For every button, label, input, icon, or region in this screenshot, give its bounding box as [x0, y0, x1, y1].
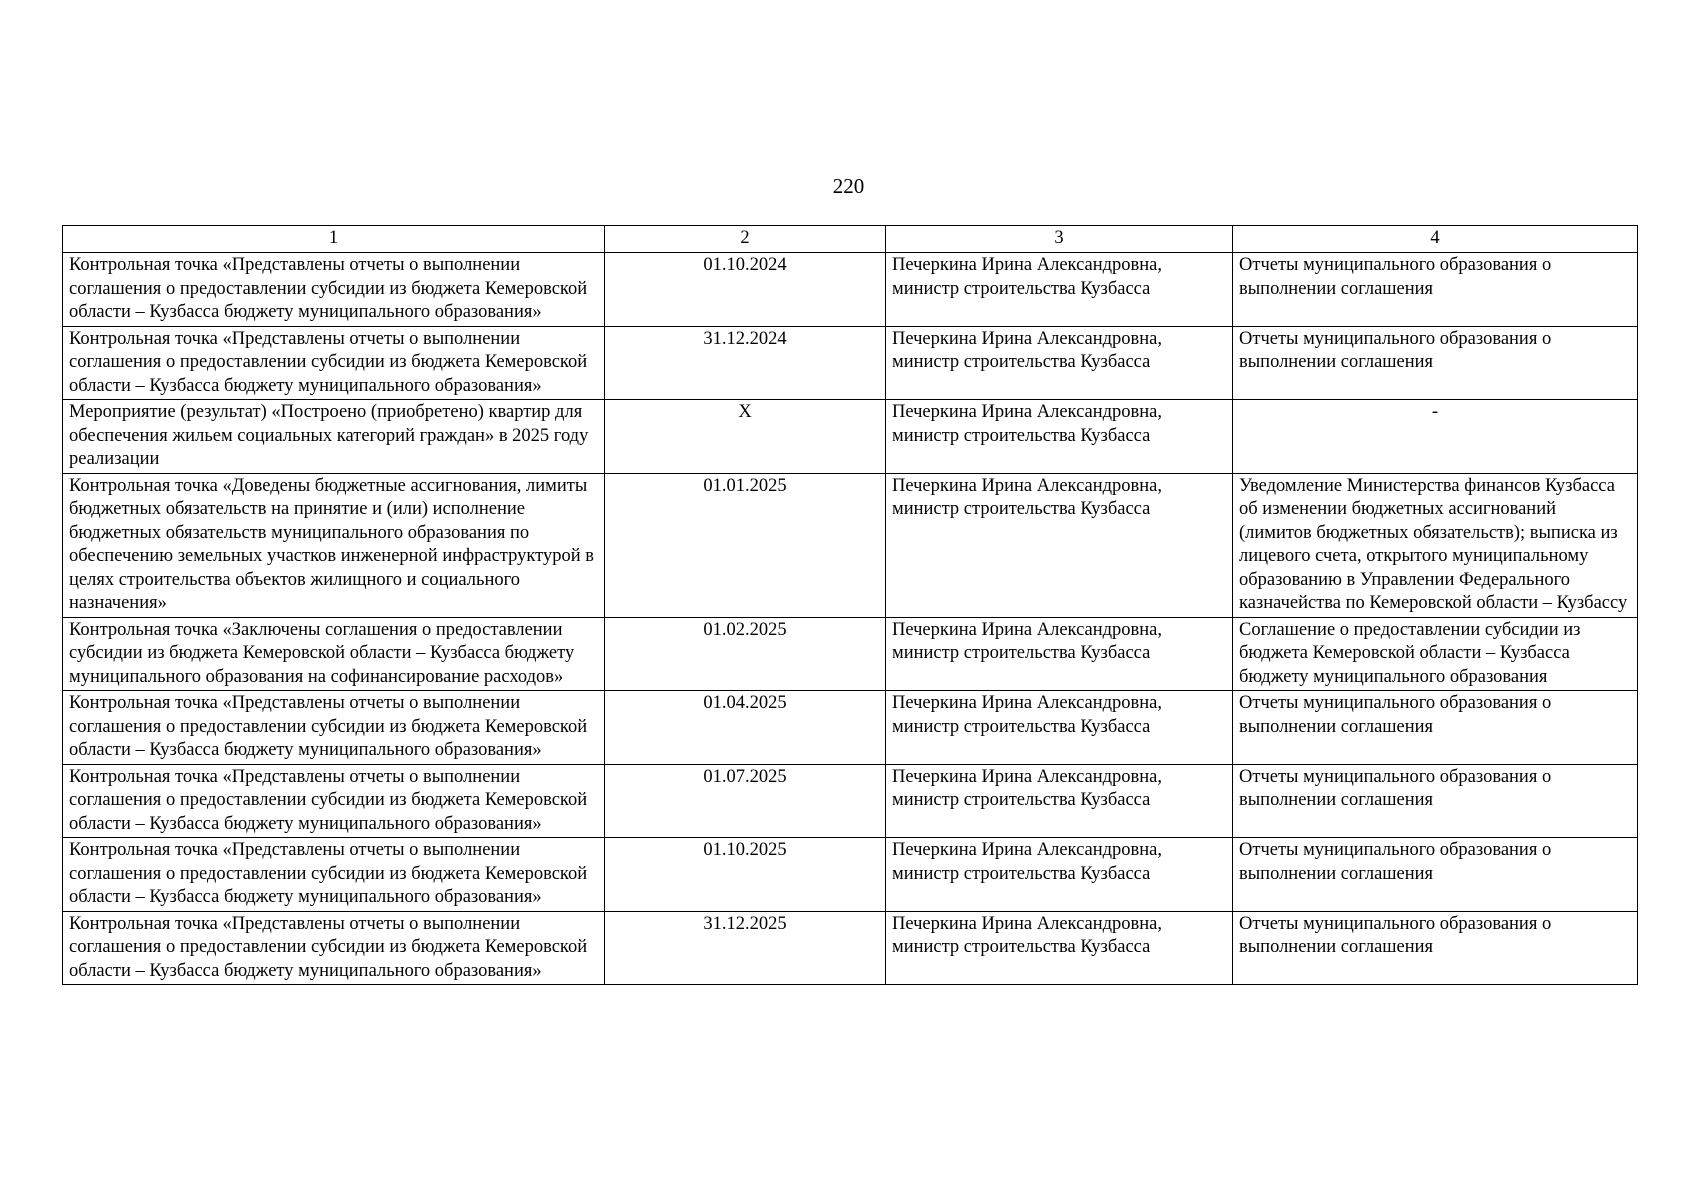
cell-date: 01.01.2025: [605, 473, 886, 617]
cell-document: Отчеты муниципального образования о выполнении соглашения: [1233, 326, 1638, 400]
cell-name: Контрольная точка «Представлены отчеты о выполнении соглашения о предоставлении субсидии из бюджета Кемеровской области – Кузбасса бюджету муниципального образования»: [63, 911, 605, 985]
cell-document: Отчеты муниципального образования о выполнении соглашения: [1233, 838, 1638, 912]
cell-document: Отчеты муниципального образования о выполнении соглашения: [1233, 691, 1638, 765]
cell-document: Уведомление Министерства финансов Кузбасса об изменении бюджетных ассигнований (лимитов бюджетных обязательств); выписка из лицевого счета, открытого муниципальному образованию в Управлении Федерального казначейства по Кемеровской области – Кузбассу: [1233, 473, 1638, 617]
table-body: [63, 253, 1638, 985]
cell-document: Отчеты муниципального образования о выполнении соглашения: [1233, 764, 1638, 838]
cell-responsible: Печеркина Ирина Александровна, министр строительства Кузбасса: [886, 764, 1233, 838]
table-row: [63, 253, 1638, 327]
cell-name: Мероприятие (результат) «Построено (приобретено) квартир для обеспечения жильем социальных категорий граждан» в 2025 году реализации: [63, 400, 605, 474]
cell-name: Контрольная точка «Заключены соглашения о предоставлении субсидии из бюджета Кемеровской области – Кузбасса бюджету муниципального образования на софинансирование расходов»: [63, 617, 605, 691]
cell-document: Отчеты муниципального образования о выполнении соглашения: [1233, 253, 1638, 327]
cell-date: 01.02.2025: [605, 617, 886, 691]
cell-responsible: Печеркина Ирина Александровна, министр строительства Кузбасса: [886, 253, 1233, 327]
cell-name: Контрольная точка «Представлены отчеты о выполнении соглашения о предоставлении субсидии из бюджета Кемеровской области – Кузбасса бюджету муниципального образования»: [63, 253, 605, 327]
cell-document: Отчеты муниципального образования о выполнении соглашения: [1233, 911, 1638, 985]
table-row: [63, 326, 1638, 400]
cell-responsible: Печеркина Ирина Александровна, министр строительства Кузбасса: [886, 400, 1233, 474]
cell-responsible: Печеркина Ирина Александровна, министр строительства Кузбасса: [886, 691, 1233, 765]
cell-responsible: Печеркина Ирина Александровна, министр строительства Кузбасса: [886, 326, 1233, 400]
cell-date: 01.10.2025: [605, 838, 886, 912]
cell-date: 31.12.2024: [605, 326, 886, 400]
cell-name: Контрольная точка «Доведены бюджетные ассигнования, лимиты бюджетных обязательств на принятие и (или) исполнение бюджетных обязательств муниципального образования по обеспечению земельных участков инженерной инфраструктурой в целях строительства объектов жилищного и социального назначения»: [63, 473, 605, 617]
cell-name: Контрольная точка «Представлены отчеты о выполнении соглашения о предоставлении субсидии из бюджета Кемеровской области – Кузбасса бюджету муниципального образования»: [63, 764, 605, 838]
cell-document: -: [1233, 400, 1638, 474]
page-number: 220: [832, 174, 865, 198]
cell-date: 01.07.2025: [605, 764, 886, 838]
column-header-1: 1: [63, 226, 605, 253]
cell-name: Контрольная точка «Представлены отчеты о выполнении соглашения о предоставлении субсидии из бюджета Кемеровской области – Кузбасса бюджету муниципального образования»: [63, 838, 605, 912]
column-header-3: 3: [886, 226, 1233, 253]
cell-document: Соглашение о предоставлении субсидии из бюджета Кемеровской области – Кузбасса бюджету муниципального образования: [1233, 617, 1638, 691]
cell-date: 31.12.2025: [605, 911, 886, 985]
cell-date: Х: [605, 400, 886, 474]
column-header-4: 4: [1233, 226, 1638, 253]
cell-responsible: Печеркина Ирина Александровна, министр строительства Кузбасса: [886, 911, 1233, 985]
cell-date: 01.04.2025: [605, 691, 886, 765]
cell-responsible: Печеркина Ирина Александровна, министр строительства Кузбасса: [886, 473, 1233, 617]
table-header: [63, 226, 1638, 253]
column-header-2: 2: [605, 226, 886, 253]
header-row: [63, 226, 1638, 253]
table-row: [63, 473, 1638, 617]
cell-responsible: Печеркина Ирина Александровна, министр строительства Кузбасса: [886, 838, 1233, 912]
table-row: [63, 400, 1638, 474]
cell-name: Контрольная точка «Представлены отчеты о выполнении соглашения о предоставлении субсидии из бюджета Кемеровской области – Кузбасса бюджету муниципального образования»: [63, 691, 605, 765]
table-row: [63, 691, 1638, 765]
cell-name: Контрольная точка «Представлены отчеты о выполнении соглашения о предоставлении субсидии из бюджета Кемеровской области – Кузбасса бюджету муниципального образования»: [63, 326, 605, 400]
table-row: [63, 617, 1638, 691]
table-row: [63, 911, 1638, 985]
plan-table: [62, 225, 1638, 985]
table-row: [63, 764, 1638, 838]
cell-responsible: Печеркина Ирина Александровна, министр строительства Кузбасса: [886, 617, 1233, 691]
table-row: [63, 838, 1638, 912]
cell-date: 01.10.2024: [605, 253, 886, 327]
